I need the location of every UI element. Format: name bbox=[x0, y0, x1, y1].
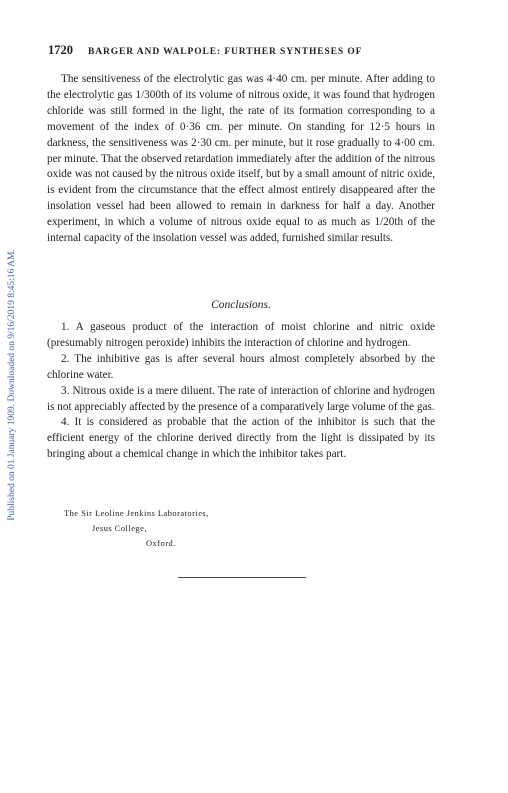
conclusion-item-3: 3. Nitrous oxide is a mere diluent. The rate of interaction of chlorine and hydrogen is not appreciably affected by the presence of a comparatively large volume of the gas. bbox=[47, 384, 435, 413]
end-rule bbox=[178, 577, 306, 578]
page-number: 1720 bbox=[48, 43, 73, 57]
intro-section bbox=[47, 72, 435, 247]
download-watermark-text: Published on 01 January 1909. Downloaded on 9/16/2019 8:45:16 AM. bbox=[7, 249, 17, 521]
conclusions-heading: Conclusions. bbox=[211, 299, 271, 311]
download-watermark bbox=[3, 180, 21, 590]
conclusion-item-2: 2. The inhibitive gas is after several hours almost completely absorbed by the chlorine water. bbox=[47, 352, 435, 381]
signature-line-laboratory: The Sir Leoline Jenkins Laboratories, bbox=[64, 509, 209, 518]
signature-line-city: Oxford. bbox=[146, 539, 176, 548]
intro-paragraph: The sensitiveness of the electrolytic gas was 4·40 cm. per minute. After adding to the electrolytic gas 1/300th of its volume of nitrous oxide, it was found that hydrogen chloride was still formed in the light, the rate of its formation corresponding to a movement of the index of 0·36 cm. per minute. On standing for 12·5 hours in darkness, the sensitiveness was 2·30 cm. per minute, but it rose gradually to 4·00 cm. per minute. That the observed retardation immediately after the addition of the nitrous oxide was not caused by the nitrous oxide itself, but by a small amount of nitric oxide, is evident from the circumstance that the effect almost entirely disappeared after the insolation vessel had been allowed to remain in darkness for half a day. Another experiment, in which a volume of nitrous oxide equal to as much as 1/20th of the internal capacity of the insolation vessel was added, furnished similar results. bbox=[47, 73, 435, 245]
laboratory-signature bbox=[64, 506, 209, 551]
conclusion-item-4: 4. It is considered as probable that the action of the inhibitor is such that the efficient energy of the chlorine derived directly from the light is dissipated by its bringing about a chemical change in which the inhibitor takes part. bbox=[47, 416, 435, 461]
page-header bbox=[48, 43, 438, 59]
signature-line-college: Jesus College, bbox=[92, 524, 147, 533]
conclusions-list bbox=[47, 320, 435, 463]
conclusion-item-1: 1. A gaseous product of the interaction of moist chlorine and nitric oxide (presumably nitrogen peroxide) inhibits the interaction of chlorine and hydrogen. bbox=[47, 321, 435, 349]
running-title: BARGER AND WALPOLE: FURTHER SYNTHESES OF bbox=[88, 47, 363, 57]
